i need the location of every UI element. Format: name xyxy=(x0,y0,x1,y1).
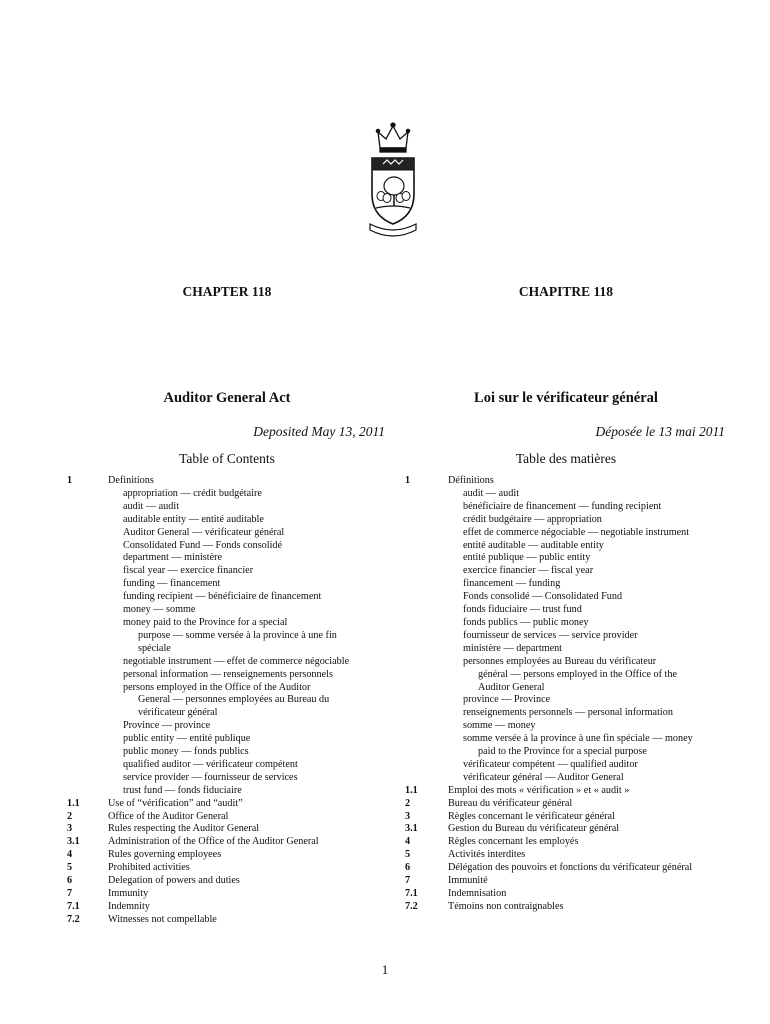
toc-entry-label: Definitions xyxy=(108,475,154,486)
toc-definition-item: province — Province xyxy=(463,694,551,706)
toc-entry-label: Bureau du vérificateur général xyxy=(448,797,573,809)
deposited-date-fr: Déposée le 13 mai 2011 xyxy=(595,424,725,439)
table-of-contents-fr xyxy=(405,475,735,914)
toc-entry-label: Emploi des mots « vérification » et « audit » xyxy=(448,784,630,796)
toc-definition-item: Auditor General xyxy=(478,681,545,693)
toc-definition-item: ministère — department xyxy=(463,642,563,654)
toc-definition-item: trust fund — fonds fiduciaire xyxy=(123,784,242,796)
toc-definition-item: funding recipient — bénéficiaire de financement xyxy=(123,591,322,603)
toc-definition-item: vérificateur compétent — qualified auditor xyxy=(463,758,638,770)
toc-definition-item: negotiable instrument — effet de commerce négociable xyxy=(123,655,350,667)
toc-entry xyxy=(67,875,362,888)
toc-heading-en: Table of Contents xyxy=(179,451,275,466)
toc-entry-label: Witnesses not compellable xyxy=(108,913,217,925)
toc-definition-item: qualified auditor — vérificateur compétent xyxy=(123,758,298,770)
toc-entry xyxy=(67,849,362,862)
toc-entry-number: 3.1 xyxy=(67,836,80,848)
toc-entry-label: Délégation des pouvoirs et fonctions du vérificateur général xyxy=(448,862,693,874)
toc-entry-label: Activités interdites xyxy=(448,849,526,861)
toc-entry-label: Delegation of powers and duties xyxy=(108,875,240,887)
toc-definition-item: renseignements personnels — personal information xyxy=(463,707,673,719)
toc-entry xyxy=(405,811,735,824)
toc-entry xyxy=(405,785,735,798)
page-number: 1 xyxy=(381,962,389,977)
toc-entry-label: Office of the Auditor General xyxy=(108,810,229,822)
toc-definition-item: entité auditable — auditable entity xyxy=(463,539,604,551)
toc-definition-item: audit — audit xyxy=(123,500,180,512)
toc-definition-item: Auditor General — vérificateur général xyxy=(123,526,285,538)
toc-definition-item: auditable entity — entité auditable xyxy=(123,513,264,525)
toc-entry-number: 6 xyxy=(67,875,73,887)
toc-entry-label: Immunité xyxy=(448,875,488,887)
toc-entry xyxy=(67,836,362,849)
toc-definition-item: money — somme xyxy=(123,604,196,616)
toc-definition-item: crédit budgétaire — appropriation xyxy=(463,513,602,525)
toc-entry-number: 7 xyxy=(67,888,73,899)
toc-definition-item: appropriation — crédit budgétaire xyxy=(123,487,262,499)
toc-entry-number: 5 xyxy=(67,862,73,874)
toc-entry xyxy=(405,475,735,785)
toc-entry xyxy=(405,862,735,875)
toc-entry-label: Définitions xyxy=(448,475,494,486)
toc-definition-item: effet de commerce négociable — negotiable instrument xyxy=(463,526,690,538)
toc-entry-number: 7 xyxy=(405,875,411,887)
toc-definition-item: général — persons employed in the Office of the xyxy=(478,668,677,680)
toc-definition-item: personnes employées au Bureau du vérificateur xyxy=(463,655,657,667)
toc-definition-item: service provider — fournisseur de services xyxy=(123,771,298,783)
toc-entry-label: Témoins non contraignables xyxy=(448,900,564,912)
toc-definition-item: Province — province xyxy=(123,720,211,732)
toc-entry xyxy=(67,823,362,836)
toc-entry xyxy=(67,798,362,811)
toc-definition-item: General — personnes employées au Bureau du xyxy=(138,694,330,706)
toc-entry-label: Administration of the Office of the Auditor General xyxy=(108,836,319,848)
toc-definition-item: money paid to the Province for a special xyxy=(123,616,288,628)
toc-entry-number: 6 xyxy=(405,862,411,874)
toc-definition-item: bénéficiaire de financement — funding recipient xyxy=(463,500,662,512)
toc-entry xyxy=(405,849,735,862)
toc-entry-number: 2 xyxy=(67,810,73,822)
chapter-heading-en: CHAPTER 118 xyxy=(182,284,272,299)
toc-entry xyxy=(405,888,735,901)
toc-entry-number: 3.1 xyxy=(405,823,418,835)
table-of-contents-en xyxy=(67,475,362,927)
toc-definition-item: fonds fiduciaire — trust fund xyxy=(463,604,582,616)
toc-entry-number: 3 xyxy=(405,810,411,822)
toc-entry xyxy=(405,823,735,836)
toc-definition-item: Fonds consolidé — Consolidated Fund xyxy=(463,591,623,603)
toc-definition-item: somme — money xyxy=(463,720,536,732)
toc-entry-label: Gestion du Bureau du vérificateur général xyxy=(448,823,620,835)
toc-heading-fr: Table des matières xyxy=(515,451,617,466)
toc-entry xyxy=(67,811,362,824)
toc-definition-item: funding — financement xyxy=(123,578,221,590)
toc-entry-label: Rules respecting the Auditor General xyxy=(108,823,260,835)
toc-entry-label: Règles concernant le vérificateur général xyxy=(448,810,615,822)
toc-entry-number: 5 xyxy=(405,849,411,861)
toc-entry-label: Use of “vérification” and “audit” xyxy=(108,797,243,809)
toc-entry-label: Immunity xyxy=(108,888,149,899)
toc-definition-item: somme versée à la province à une fin spéciale — money xyxy=(463,733,693,745)
toc-entry xyxy=(405,901,735,914)
toc-definition-item: exercice financier — fiscal year xyxy=(463,565,594,577)
toc-entry-number: 4 xyxy=(67,849,73,861)
toc-entry xyxy=(405,836,735,849)
toc-entry-number: 1.1 xyxy=(67,797,80,809)
toc-entry-number: 7.2 xyxy=(405,900,418,912)
toc-entry-number: 3 xyxy=(67,823,73,835)
toc-definition-item: fiscal year — exercice financier xyxy=(123,565,254,577)
act-title-en: Auditor General Act xyxy=(163,390,291,406)
toc-entry-label: Rules governing employees xyxy=(108,849,222,861)
toc-definition-item: public money — fonds publics xyxy=(123,746,249,758)
toc-entry xyxy=(405,875,735,888)
toc-definition-item: personal information — renseignements personnels xyxy=(123,668,333,680)
toc-definition-item: fonds publics — public money xyxy=(463,616,589,628)
toc-definition-item: Consolidated Fund — Fonds consolidé xyxy=(123,539,283,551)
toc-entry xyxy=(405,798,735,811)
toc-definition-item: vérificateur général xyxy=(138,707,218,719)
toc-entry-label: Indemnisation xyxy=(448,888,507,899)
toc-entry-number: 4 xyxy=(405,836,411,848)
toc-definition-item: public entity — entité publique xyxy=(123,733,251,745)
toc-definition-item: audit — audit xyxy=(463,487,520,499)
toc-definition-item: spéciale xyxy=(138,642,171,654)
toc-definition-item: department — ministère xyxy=(123,552,223,564)
toc-entry-number: 1 xyxy=(405,475,411,486)
toc-entry xyxy=(67,888,362,901)
toc-entry-number: 7.1 xyxy=(67,900,80,912)
toc-entry-number: 2 xyxy=(405,797,411,809)
act-title-fr: Loi sur le vérificateur général xyxy=(474,390,658,406)
chapter-heading-fr: CHAPITRE 118 xyxy=(518,284,614,299)
toc-entry-label: Indemnity xyxy=(108,900,150,912)
toc-entry-label: Règles concernant les employés xyxy=(448,836,579,848)
toc-entry xyxy=(67,475,362,798)
toc-entry-label: Prohibited activities xyxy=(108,862,190,874)
toc-entry-number: 1 xyxy=(67,475,73,486)
toc-entry-number: 1.1 xyxy=(405,784,418,796)
toc-definition-item: financement — funding xyxy=(463,578,561,590)
toc-definition-item: entité publique — public entity xyxy=(463,552,591,564)
toc-entry xyxy=(67,914,362,927)
toc-entry xyxy=(67,901,362,914)
toc-definition-item: fournisseur de services — service provider xyxy=(463,629,638,641)
toc-entry-number: 7.2 xyxy=(67,913,80,925)
toc-definition-item: paid to the Province for a special purpose xyxy=(478,746,647,758)
provincial-crest-image xyxy=(366,120,420,238)
deposited-date-en: Deposited May 13, 2011 xyxy=(253,424,385,439)
toc-entry xyxy=(67,862,362,875)
toc-entry-number: 7.1 xyxy=(405,888,418,899)
toc-definition-item: purpose — somme versée à la province à une fin xyxy=(138,629,337,641)
toc-definition-item: persons employed in the Office of the Auditor xyxy=(123,681,311,693)
toc-definition-item: vérificateur général — Auditor General xyxy=(463,771,624,783)
